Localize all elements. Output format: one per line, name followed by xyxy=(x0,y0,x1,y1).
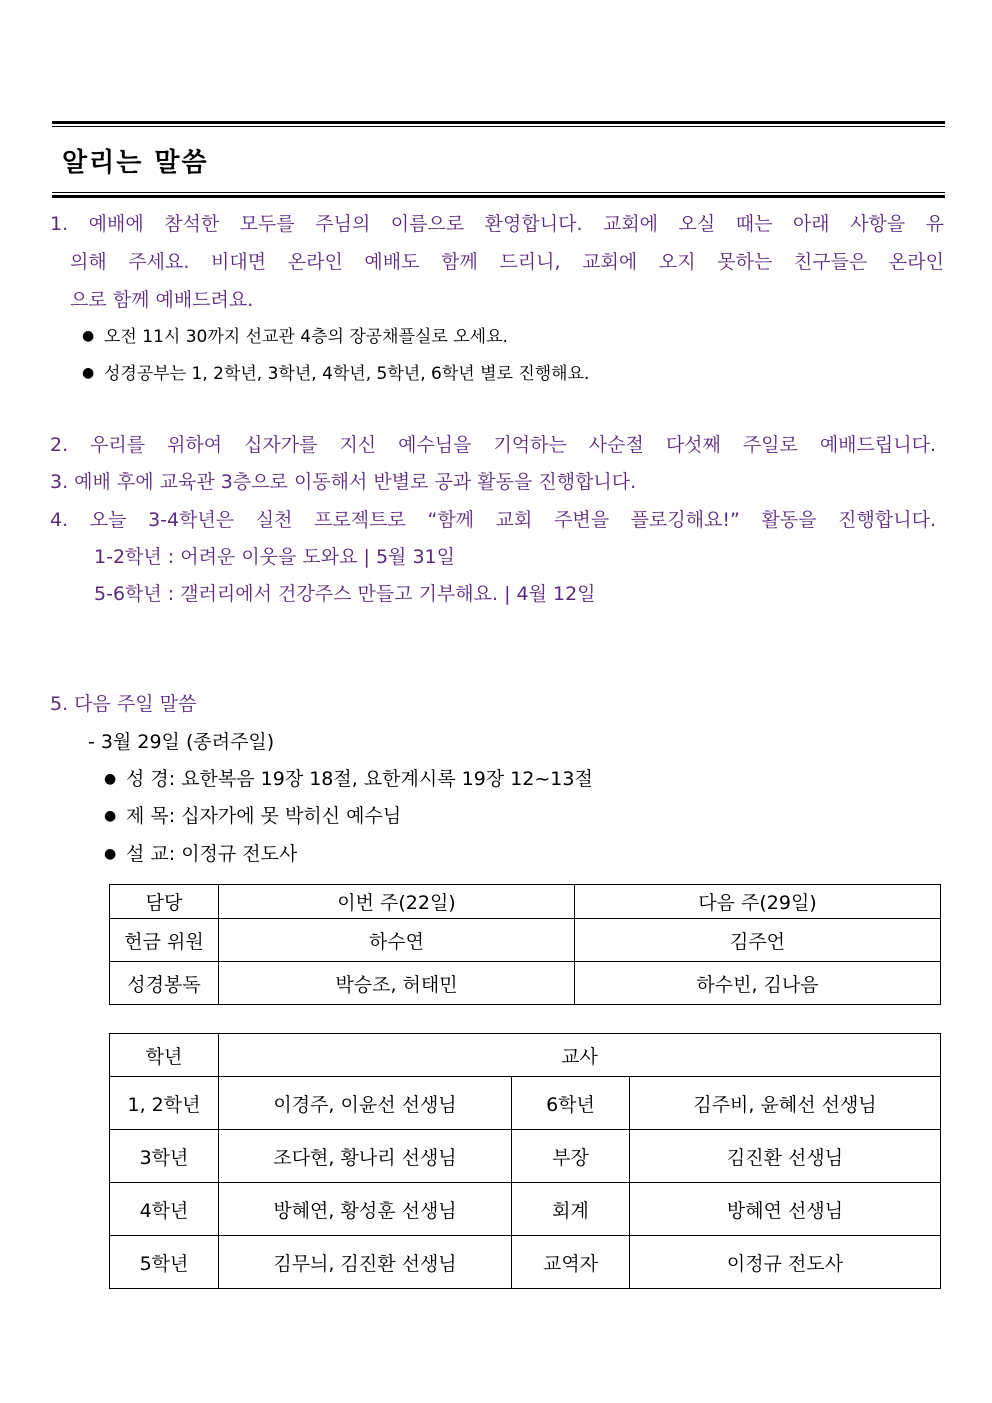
table-cell: 김무늬, 김진환 선생님 xyxy=(219,1236,512,1289)
item4-line1: 4. 오늘 3-4학년은 실천 프로젝트로 “함께 교회 주변을 플로깅해요!” 활동을 진행합니다. xyxy=(50,509,936,531)
table-row xyxy=(110,919,941,962)
table-cell: 이정규 전도사 xyxy=(630,1236,941,1289)
table-cell: 방혜연 선생님 xyxy=(630,1183,941,1236)
item5-bullet-scripture: ● 성 경: 요한복음 19장 18절, 요한계시록 19장 12~13절 xyxy=(104,768,593,790)
bullet-dot-icon: ● xyxy=(82,328,95,344)
table-cell: 부장 xyxy=(512,1130,630,1183)
table-cell: 헌금 위원 xyxy=(110,919,219,962)
table-cell: 3학년 xyxy=(110,1130,219,1183)
table-cell: 김진환 선생님 xyxy=(630,1130,941,1183)
table-cell: 이경주, 이윤선 선생님 xyxy=(219,1077,512,1130)
table-row xyxy=(110,1183,941,1236)
item1-bullet-1: ● 오전 11시 30까지 선교관 4층의 장공채플실로 오세요. xyxy=(82,324,508,349)
table-cell: 조다현, 황나리 선생님 xyxy=(219,1130,512,1183)
table-cell: 박승조, 허태민 xyxy=(219,962,575,1005)
table-cell: 5학년 xyxy=(110,1236,219,1289)
item2: 2. 우리를 위하여 십자가를 지신 예수님을 기억하는 사순절 다섯째 주일로 예배드립니다. xyxy=(50,434,936,456)
table-row xyxy=(110,1077,941,1130)
table-cell: 교역자 xyxy=(512,1236,630,1289)
bullet-dot-icon: ● xyxy=(104,846,117,862)
table-row xyxy=(110,1034,941,1077)
bullet-dot-icon: ● xyxy=(82,365,95,381)
duty-header-this-week: 이번 주(22일) xyxy=(219,885,575,919)
table-cell: 김주비, 윤혜선 선생님 xyxy=(630,1077,941,1130)
item5-title: 5. 다음 주일 말씀 xyxy=(50,693,197,715)
table-row xyxy=(110,885,941,919)
table-row xyxy=(110,1130,941,1183)
table-cell: 4학년 xyxy=(110,1183,219,1236)
item1-line3: 으로 함께 예배드려요. xyxy=(70,289,254,311)
table-row xyxy=(110,1236,941,1289)
item5-bullet-preacher: ● 설 교: 이정규 전도사 xyxy=(104,843,298,865)
item5-date: - 3월 29일 (종려주일) xyxy=(88,731,275,753)
item3: 3. 예배 후에 교육관 3층으로 이동해서 반별로 공과 활동을 진행합니다. xyxy=(50,471,637,493)
table-cell: 1, 2학년 xyxy=(110,1077,219,1130)
heading-rule-thin xyxy=(52,192,945,193)
table-cell: 김주언 xyxy=(575,919,941,962)
duty-table xyxy=(109,884,941,1005)
table-cell: 회계 xyxy=(512,1183,630,1236)
table-cell: 성경봉독 xyxy=(110,962,219,1005)
table-row xyxy=(110,962,941,1005)
teacher-table xyxy=(109,1033,941,1289)
table-cell: 방혜연, 황성훈 선생님 xyxy=(219,1183,512,1236)
teacher-header-grade: 학년 xyxy=(110,1034,219,1077)
heading-rule-thick xyxy=(52,195,945,198)
top-rule-thin xyxy=(52,126,945,127)
duty-header-role: 담당 xyxy=(110,885,219,919)
bullet-dot-icon: ● xyxy=(104,808,117,824)
item1-line1: 1. 예배에 참석한 모두를 주님의 이름으로 환영합니다. 교회에 오실 때는 아래 사항을 유 xyxy=(50,213,944,235)
table-cell: 하수연 xyxy=(219,919,575,962)
table-cell: 6학년 xyxy=(512,1077,630,1130)
item1-line2: 의해 주세요. 비대면 온라인 예배도 함께 드리니, 교회에 오지 못하는 친구들은 온라인 xyxy=(70,251,944,273)
top-rule-thick xyxy=(52,121,945,124)
section-heading: 알리는 말씀 xyxy=(62,148,209,178)
item1-bullet-2: ● 성경공부는 1, 2학년, 3학년, 4학년, 5학년, 6학년 별로 진행해요. xyxy=(82,361,589,386)
item4-sub1: 1-2학년 : 어려운 이웃을 도와요 | 5월 31일 xyxy=(94,546,455,568)
teacher-header-teacher: 교사 xyxy=(219,1034,941,1077)
table-cell: 하수빈, 김나음 xyxy=(575,962,941,1005)
item5-bullet-title: ● 제 목: 십자가에 못 박히신 예수님 xyxy=(104,805,402,827)
item4-sub2: 5-6학년 : 갤러리에서 건강주스 만들고 기부해요. | 4월 12일 xyxy=(94,583,596,605)
duty-header-next-week: 다음 주(29일) xyxy=(575,885,941,919)
bullet-dot-icon: ● xyxy=(104,771,117,787)
